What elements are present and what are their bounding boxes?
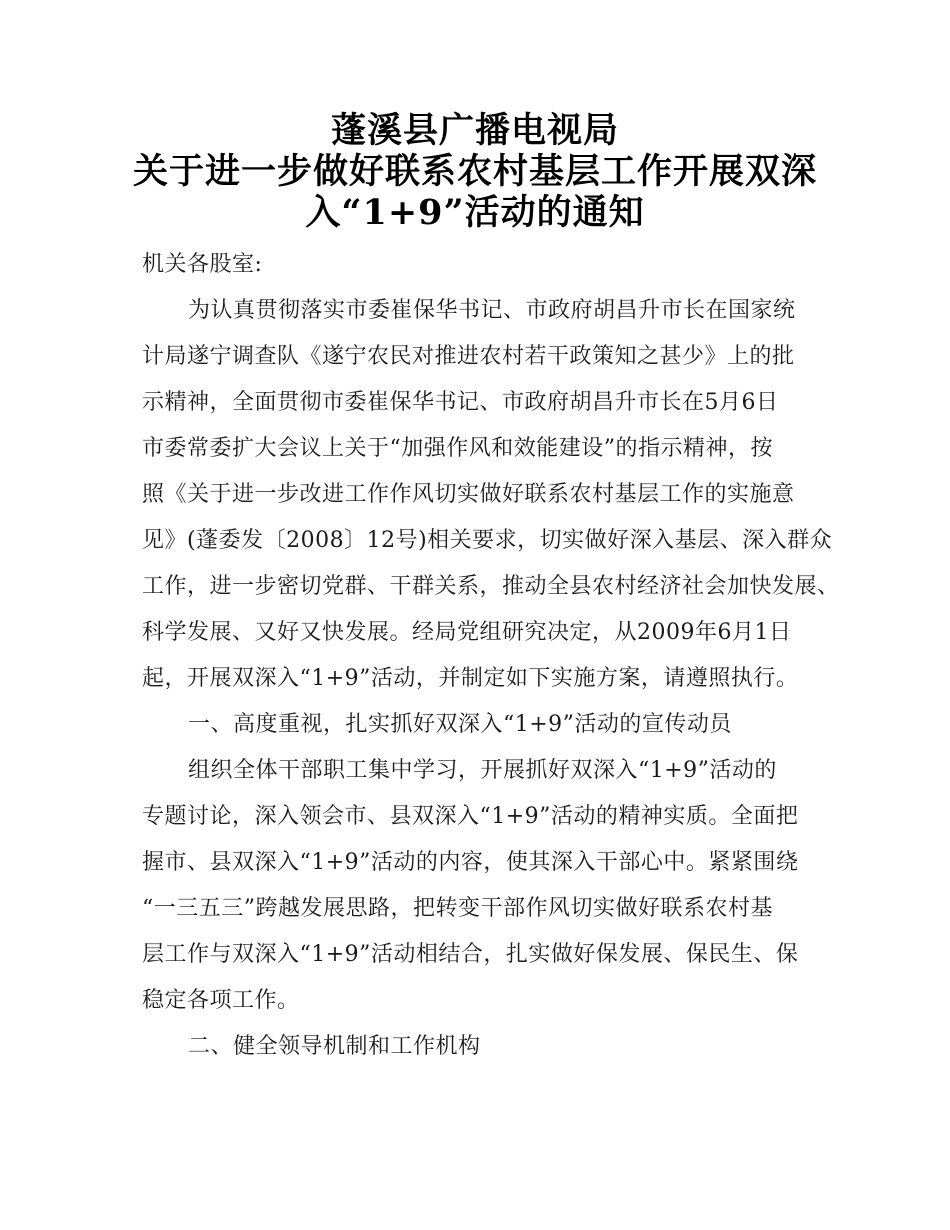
salutation: 机关各股室: [142, 252, 263, 277]
paragraph-2-line-3: 握市、县双深入“1+9”活动的内容，使其深入干部心中。紧紧围绕 [142, 850, 799, 875]
paragraph-1-line-4: 市委常委扩大会议上关于“加强作风和效能建设”的指示精神，按 [142, 436, 773, 461]
section-heading-1: 一、高度重视，扎实抓好双深入“1+9”活动的宣传动员 [188, 712, 732, 737]
paragraph-2-line-4: “一三五三”跨越发展思路，把转变干部作风切实做好联系农村基 [142, 896, 773, 921]
paragraph-2-line-1: 组织全体干部职工集中学习，开展抓好双深入“1+9”活动的 [188, 758, 777, 783]
paragraph-2-line-6: 稳定各项工作。 [142, 988, 300, 1013]
paragraph-1-line-3: 示精神，全面贯彻市委崔保华书记、市政府胡昌升市长在5月6日 [142, 390, 779, 415]
paragraph-1-line-6: 见》(蓬委发〔2008〕12号)相关要求，切实做好深入基层、深入群众 [142, 528, 833, 553]
paragraph-1-line-7: 工作，进一步密切党群、干群关系，推动全县农村经济社会加快发展、 [142, 574, 840, 599]
document-title [0, 110, 950, 233]
paragraph-1-line-8: 科学发展、又好又快发展。经局党组研究决定，从2009年6月1日 [142, 620, 792, 645]
title-line-2: 关于进一步做好联系农村基层工作开展双深 [132, 151, 817, 192]
paragraph-2-line-5: 层工作与双深入“1+9”活动相结合，扎实做好保发展、保民生、保 [142, 942, 799, 967]
paragraph-2-line-2: 专题讨论，深入领会市、县双深入“1+9”活动的精神实质。全面把 [142, 804, 799, 829]
paragraph-1-line-2: 计局遂宁调查队《遂宁农民对推进农村若干政策知之甚少》上的批 [142, 344, 795, 369]
title-line-3: 入“1+9”活动的通知 [305, 192, 645, 233]
section-heading-2: 二、健全领导机制和工作机构 [188, 1034, 481, 1059]
paragraph-1-line-5: 照《关于进一步改进工作作风切实做好联系农村基层工作的实施意 [142, 482, 795, 507]
title-line-1: 蓬溪县广播电视局 [330, 110, 619, 151]
paragraph-1-line-9: 起，开展双深入“1+9”活动，并制定如下实施方案，请遵照执行。 [142, 666, 799, 691]
paragraph-1-line-1: 为认真贯彻落实市委崔保华书记、市政府胡昌升市长在国家统 [188, 298, 796, 323]
